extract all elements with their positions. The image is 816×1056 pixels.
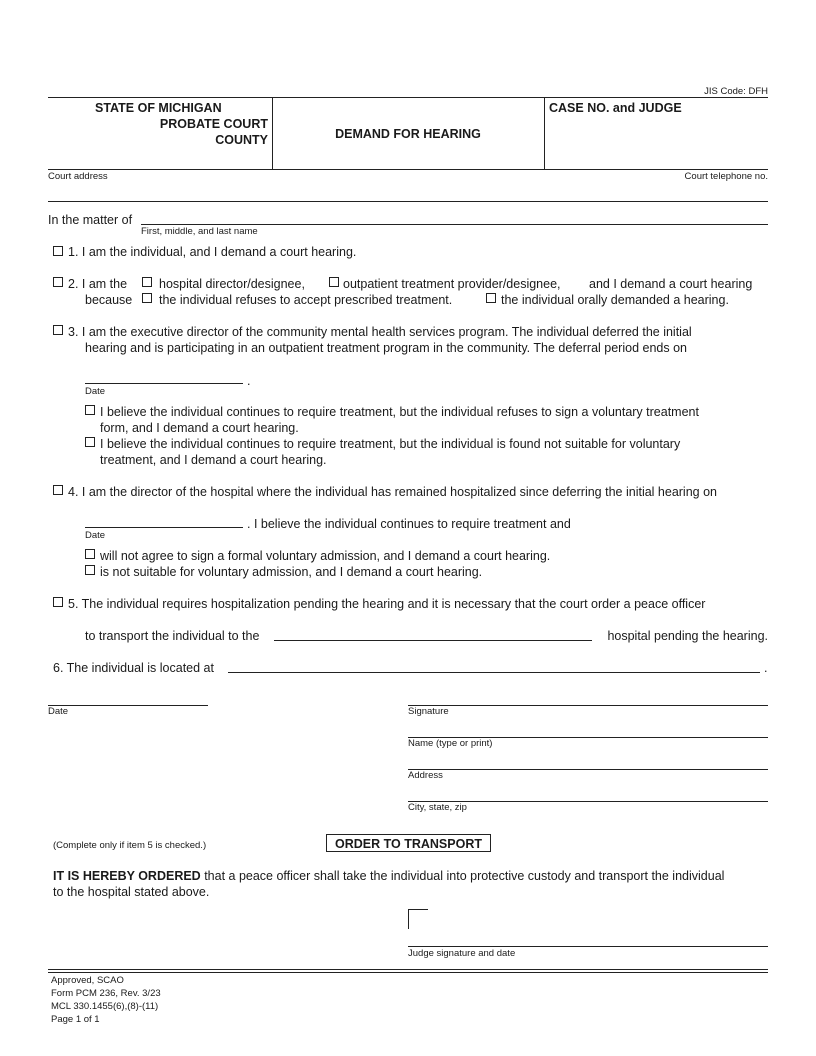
address-field[interactable] [408,769,768,770]
item3-sub1-checkbox[interactable] [85,405,95,415]
individual-name-field[interactable] [141,224,768,225]
city-label: City, state, zip [408,802,467,813]
item3-sub2-line1: I believe the individual continues to require treatment, but the individual is found not suitable for voluntary [100,437,681,451]
item4-date-label: Date [85,530,106,541]
item5-line2b: hospital pending the hearing. [607,629,768,643]
case-no-label: CASE NO. and JUDGE [549,101,682,115]
item6-location-field[interactable] [228,672,760,673]
signature-field[interactable] [408,705,768,706]
item3-checkbox[interactable] [53,325,63,335]
item5-line1: 5. The individual requires hospitalization pending the hearing and it is necessary that the court order a peace officer [68,597,706,611]
item3-line2: hearing and is participating in an outpatient treatment program in the community. The deferral period ends on [85,341,687,355]
order-text-line2: to the hospital stated above. [53,885,210,899]
item5-line2a: to transport the individual to the [85,629,260,643]
item2-checkbox[interactable] [53,277,63,287]
court-phone-label: Court telephone no. [684,171,768,182]
item2-tail: and I demand a court hearing [589,277,753,291]
address-label: Address [408,770,443,781]
matter-label: In the matter of [48,213,133,227]
item3-date-field[interactable] [85,383,243,384]
item4-checkbox[interactable] [53,485,63,495]
item3-date-label: Date [85,386,106,397]
signature-label: Signature [408,706,449,717]
state-name: STATE OF MICHIGAN [95,101,222,115]
item6-period: . [764,661,768,675]
court-name: PROBATE COURT [159,117,268,131]
footer-rule-2 [48,972,768,973]
footer-form-number: Form PCM 236, Rev. 3/23 [51,988,161,999]
item4-line2: . I believe the individual continues to require treatment and [247,517,571,531]
item4-sub2-text: is not suitable for voluntary admission, and I demand a court hearing. [100,565,483,579]
header-top-rule [48,97,768,98]
footer-approved: Approved, SCAO [51,975,124,986]
name-label: Name (type or print) [408,738,493,749]
item5-hospital-field[interactable] [274,640,592,641]
item2-outpatient-label: outpatient treatment provider/designee, [343,277,561,291]
item2-hospital-label: hospital director/designee, [159,277,305,291]
matter-sublabel: First, middle, and last name [141,226,258,237]
item5-checkbox[interactable] [53,597,63,607]
date-field[interactable] [48,705,208,706]
item4-sub2-checkbox[interactable] [85,565,95,575]
date-label: Date [48,706,69,717]
header-bottom-rule [48,169,768,170]
item2-because: because [85,293,133,307]
item4-line1: 4. I am the director of the hospital where the individual has remained hospitalized since deferring the initial hearing on [68,485,717,499]
order-text1: that a peace officer shall take the individual into protective custody and transport the individual [204,869,725,883]
judge-signature-field[interactable] [408,946,768,947]
item2-orally-checkbox[interactable] [486,293,496,303]
order-note: (Complete only if item 5 is checked.) [53,840,207,851]
item4-sub1-checkbox[interactable] [85,549,95,559]
order-bold-lead: IT IS HEREBY ORDERED [53,869,201,883]
item4-date-field[interactable] [85,527,243,528]
footer-page: Page 1 of 1 [51,1014,100,1025]
judge-label: Judge signature and date [408,948,516,959]
item2-refuses-checkbox[interactable] [142,293,152,303]
judge-corner-top [408,909,428,910]
address-rule [48,201,768,202]
item2-orally-label: the individual orally demanded a hearing. [501,293,729,307]
county-label: COUNTY [215,133,268,147]
item6-label: 6. The individual is located at [53,661,214,675]
item4-sub1-text: will not agree to sign a formal voluntary admission, and I demand a court hearing. [100,549,551,563]
footer-rule-1 [48,969,768,970]
item3-period: . [247,374,251,388]
form-title: DEMAND FOR HEARING [335,127,481,141]
item3-sub2-checkbox[interactable] [85,437,95,447]
item2-lead: 2. I am the [68,277,128,291]
item1-text: 1. I am the individual, and I demand a court hearing. [68,245,357,259]
header-divider-right [544,97,545,170]
item2-outpatient-checkbox[interactable] [329,277,339,287]
jis-code: JIS Code: DFH [704,86,768,97]
item1-checkbox[interactable] [53,246,63,256]
order-title: ORDER TO TRANSPORT [326,834,491,852]
item3-sub1-line1: I believe the individual continues to require treatment, but the individual refuses to sign a voluntary treatment [100,405,699,419]
item3-sub1-line2: form, and I demand a court hearing. [100,421,299,435]
judge-corner-left [408,909,409,929]
item2-refuses-label: the individual refuses to accept prescribed treatment. [159,293,453,307]
order-text-line1 [53,868,724,884]
item3-line1: 3. I am the executive director of the community mental health services program. The individual deferred the initial [68,325,692,339]
footer-mcl: MCL 330.1455(6),(8)-(11) [51,1001,159,1012]
court-address-label: Court address [48,171,108,182]
item3-sub2-line2: treatment, and I demand a court hearing. [100,453,327,467]
item2-hospital-checkbox[interactable] [142,277,152,287]
